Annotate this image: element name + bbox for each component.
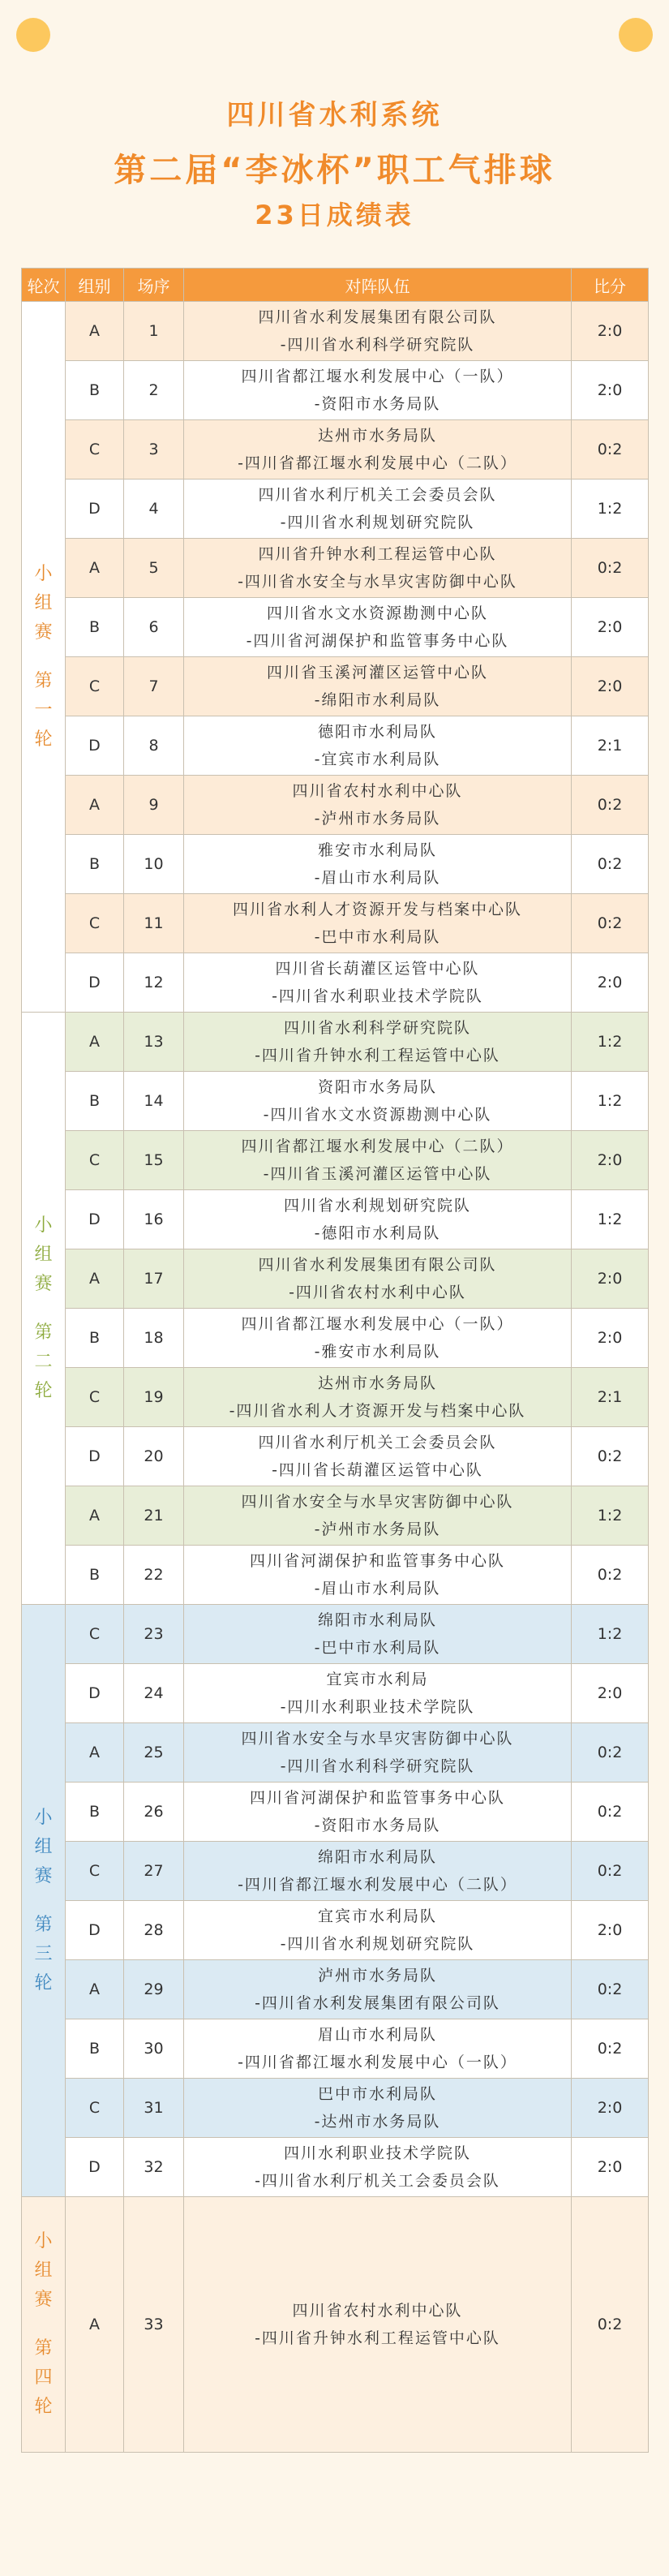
table-row bbox=[22, 598, 649, 657]
round-label-char: 第 bbox=[34, 2338, 53, 2359]
table-row bbox=[22, 1131, 649, 1190]
round-label-char: 赛 bbox=[34, 1865, 53, 1886]
table-row bbox=[22, 1901, 649, 1960]
home-team: 四川省农村水利中心队 bbox=[292, 2302, 463, 2320]
away-team: -四川省水利厅机关工会委员会队 bbox=[255, 2172, 500, 2190]
teams-cell bbox=[184, 1072, 572, 1131]
round-label-char bbox=[22, 2315, 65, 2334]
teams-cell bbox=[184, 1368, 572, 1427]
match-no-cell: 32 bbox=[124, 2138, 184, 2197]
group-cell: B bbox=[66, 1072, 124, 1131]
group-cell: B bbox=[66, 1783, 124, 1842]
table-row bbox=[22, 302, 649, 361]
away-team: -四川省水利科学研究院队 bbox=[280, 336, 475, 354]
home-team: 四川省水利科学研究院队 bbox=[283, 1019, 471, 1037]
match-no-cell: 14 bbox=[124, 1072, 184, 1131]
teams-cell bbox=[184, 1131, 572, 1190]
score-cell: 0:2 bbox=[572, 420, 649, 480]
home-team: 四川省水安全与水旱灾害防御中心队 bbox=[241, 1493, 514, 1511]
match-no-cell: 21 bbox=[124, 1486, 184, 1546]
decorative-circle-left bbox=[16, 18, 50, 52]
match-no-cell: 31 bbox=[124, 2079, 184, 2138]
home-team: 四川省升钟水利工程运管中心队 bbox=[258, 545, 497, 563]
away-team: -四川省水利科学研究院队 bbox=[280, 1757, 475, 1775]
home-team: 四川省水利厅机关工会委员会队 bbox=[258, 1434, 497, 1451]
teams-cell bbox=[184, 598, 572, 657]
table-row bbox=[22, 716, 649, 776]
match-no-cell: 20 bbox=[124, 1427, 184, 1486]
score-cell: 0:2 bbox=[572, 2019, 649, 2079]
home-team: 资阳市水务局队 bbox=[317, 1078, 437, 1096]
score-cell: 2:0 bbox=[572, 1664, 649, 1723]
group-cell: C bbox=[66, 657, 124, 716]
away-team: -四川省水利人才资源开发与档案中心队 bbox=[229, 1402, 526, 1420]
round-label-char: 小 bbox=[34, 1807, 53, 1828]
home-team: 泸州市水务局队 bbox=[317, 1967, 437, 1985]
teams-cell bbox=[184, 1960, 572, 2019]
match-no-cell: 16 bbox=[124, 1190, 184, 1249]
match-no-cell: 17 bbox=[124, 1249, 184, 1309]
page-title-line1: 四川省水利系统 bbox=[226, 99, 443, 131]
round-label-char: 赛 bbox=[34, 2290, 53, 2310]
group-cell: D bbox=[66, 1427, 124, 1486]
round-label bbox=[22, 2197, 66, 2453]
match-no-cell: 7 bbox=[124, 657, 184, 716]
home-team: 宜宾市水利局队 bbox=[317, 1907, 437, 1925]
table-row bbox=[22, 1723, 649, 1783]
group-cell: A bbox=[66, 1486, 124, 1546]
home-team: 四川省河湖保护和监管事务中心队 bbox=[249, 1789, 505, 1807]
away-team: -四川省升钟水利工程运管中心队 bbox=[255, 2329, 500, 2347]
home-team: 四川省河湖保护和监管事务中心队 bbox=[249, 1552, 505, 1570]
away-team: -四川省都江堰水利发展中心（一队） bbox=[238, 2053, 517, 2071]
table-row bbox=[22, 420, 649, 480]
match-no-cell: 6 bbox=[124, 598, 184, 657]
table-row bbox=[22, 835, 649, 894]
score-cell: 2:0 bbox=[572, 1309, 649, 1368]
teams-cell bbox=[184, 420, 572, 480]
score-cell: 1:2 bbox=[572, 1013, 649, 1072]
teams-cell bbox=[184, 2079, 572, 2138]
teams-cell bbox=[184, 361, 572, 420]
table-row bbox=[22, 1842, 649, 1901]
score-cell: 0:2 bbox=[572, 1427, 649, 1486]
page-title-line2: 第二届“李冰杯”职工气排球 bbox=[114, 152, 555, 189]
round-label bbox=[22, 1605, 66, 2197]
score-cell: 2:0 bbox=[572, 1249, 649, 1309]
away-team: -达州市水务局队 bbox=[314, 2113, 441, 2131]
table-body bbox=[22, 302, 649, 2453]
score-cell: 2:0 bbox=[572, 302, 649, 361]
score-cell: 2:0 bbox=[572, 2079, 649, 2138]
score-cell: 0:2 bbox=[572, 894, 649, 953]
table-row bbox=[22, 1960, 649, 2019]
match-no-cell: 8 bbox=[124, 716, 184, 776]
score-cell: 0:2 bbox=[572, 539, 649, 598]
score-cell: 2:0 bbox=[572, 598, 649, 657]
group-cell: A bbox=[66, 1013, 124, 1072]
round-label-char: 组 bbox=[34, 1836, 53, 1857]
home-team: 四川省都江堰水利发展中心（一队） bbox=[241, 368, 514, 385]
teams-cell bbox=[184, 1783, 572, 1842]
match-no-cell: 5 bbox=[124, 539, 184, 598]
round-label-char: 轮 bbox=[34, 1380, 53, 1401]
teams-cell bbox=[184, 2019, 572, 2079]
score-cell: 2:0 bbox=[572, 657, 649, 716]
home-team: 四川省水利规划研究院队 bbox=[283, 1197, 471, 1215]
score-cell: 0:2 bbox=[572, 1960, 649, 2019]
table-row bbox=[22, 2079, 649, 2138]
score-cell: 2:0 bbox=[572, 1131, 649, 1190]
round-label-char: 组 bbox=[34, 2260, 53, 2281]
home-team: 四川省水利厅机关工会委员会队 bbox=[258, 486, 497, 504]
score-cell: 0:2 bbox=[572, 1842, 649, 1901]
home-team: 宜宾市水利局 bbox=[326, 1671, 429, 1688]
teams-cell bbox=[184, 2197, 572, 2453]
score-cell: 0:2 bbox=[572, 776, 649, 835]
score-cell: 1:2 bbox=[572, 480, 649, 539]
away-team: -四川省玉溪河灌区运管中心队 bbox=[263, 1165, 492, 1183]
group-cell: B bbox=[66, 1309, 124, 1368]
home-team: 四川水利职业技术学院队 bbox=[283, 2144, 471, 2162]
teams-cell bbox=[184, 1309, 572, 1368]
match-no-cell: 19 bbox=[124, 1368, 184, 1427]
home-team: 四川省都江堰水利发展中心（一队） bbox=[241, 1315, 514, 1333]
round-label bbox=[22, 1013, 66, 1605]
match-no-cell: 12 bbox=[124, 953, 184, 1013]
match-no-cell: 1 bbox=[124, 302, 184, 361]
table-row bbox=[22, 2197, 649, 2453]
home-team: 德阳市水利局队 bbox=[317, 723, 437, 741]
score-cell: 1:2 bbox=[572, 1605, 649, 1664]
match-no-cell: 25 bbox=[124, 1723, 184, 1783]
away-team: -资阳市水务局队 bbox=[314, 395, 441, 413]
group-cell: D bbox=[66, 1901, 124, 1960]
score-cell: 0:2 bbox=[572, 1546, 649, 1605]
teams-cell bbox=[184, 1190, 572, 1249]
group-cell: D bbox=[66, 953, 124, 1013]
table-row bbox=[22, 1664, 649, 1723]
score-cell: 0:2 bbox=[572, 835, 649, 894]
match-no-cell: 15 bbox=[124, 1131, 184, 1190]
decorative-circle-right bbox=[619, 18, 653, 52]
table-row bbox=[22, 1546, 649, 1605]
away-team: -四川省都江堰水利发展中心（二队） bbox=[238, 454, 517, 472]
round-label-char: 一 bbox=[34, 699, 53, 720]
teams-cell bbox=[184, 1664, 572, 1723]
teams-cell bbox=[184, 1486, 572, 1546]
home-team: 四川省水利发展集团有限公司队 bbox=[258, 1256, 497, 1274]
round-label-char: 组 bbox=[34, 592, 53, 613]
home-team: 四川省都江堰水利发展中心（二队） bbox=[241, 1137, 514, 1155]
away-team: -雅安市水利局队 bbox=[314, 1343, 441, 1361]
home-team: 四川省长葫灌区运管中心队 bbox=[275, 960, 480, 978]
round-label-char: 第 bbox=[34, 1322, 53, 1343]
away-team: -四川省都江堰水利发展中心（二队） bbox=[238, 1876, 517, 1894]
away-team: -四川省河湖保护和监管事务中心队 bbox=[246, 632, 509, 650]
round-label-char: 第 bbox=[34, 1914, 53, 1935]
match-no-cell: 11 bbox=[124, 894, 184, 953]
score-cell: 2:0 bbox=[572, 1901, 649, 1960]
group-cell: D bbox=[66, 480, 124, 539]
home-team: 四川省水安全与水旱灾害防御中心队 bbox=[241, 1730, 514, 1748]
score-cell: 1:2 bbox=[572, 1486, 649, 1546]
home-team: 眉山市水利局队 bbox=[317, 2026, 437, 2044]
round-label-char: 小 bbox=[34, 1215, 53, 1236]
header-teams: 对阵队伍 bbox=[184, 269, 572, 302]
score-cell: 1:2 bbox=[572, 1190, 649, 1249]
table-row bbox=[22, 894, 649, 953]
round-label-char: 四 bbox=[34, 2367, 53, 2388]
match-no-cell: 24 bbox=[124, 1664, 184, 1723]
teams-cell bbox=[184, 1901, 572, 1960]
teams-cell bbox=[184, 302, 572, 361]
score-cell: 2:0 bbox=[572, 953, 649, 1013]
table-row bbox=[22, 1486, 649, 1546]
match-no-cell: 3 bbox=[124, 420, 184, 480]
round-label-char: 第 bbox=[34, 670, 53, 691]
header-round: 轮次 bbox=[22, 269, 66, 302]
table-row bbox=[22, 361, 649, 420]
teams-cell bbox=[184, 1427, 572, 1486]
table-header-row bbox=[22, 269, 649, 302]
teams-cell bbox=[184, 1013, 572, 1072]
score-cell: 1:2 bbox=[572, 1072, 649, 1131]
round-label-char: 组 bbox=[34, 1244, 53, 1265]
home-team: 四川省玉溪河灌区运管中心队 bbox=[266, 664, 488, 682]
round-label-char: 轮 bbox=[34, 1972, 53, 1993]
table-row bbox=[22, 1605, 649, 1664]
teams-cell bbox=[184, 716, 572, 776]
home-team: 巴中市水利局队 bbox=[317, 2085, 437, 2103]
group-cell: C bbox=[66, 1842, 124, 1901]
home-team: 四川省水利人才资源开发与档案中心队 bbox=[232, 901, 522, 918]
score-cell: 2:0 bbox=[572, 2138, 649, 2197]
header-match-no: 场序 bbox=[124, 269, 184, 302]
away-team: -四川省水文水资源勘测中心队 bbox=[263, 1106, 492, 1124]
teams-cell bbox=[184, 894, 572, 953]
table-row bbox=[22, 1427, 649, 1486]
table-row bbox=[22, 1368, 649, 1427]
match-no-cell: 9 bbox=[124, 776, 184, 835]
round-label-char: 小 bbox=[34, 563, 53, 584]
score-cell: 0:2 bbox=[572, 1783, 649, 1842]
table-row bbox=[22, 1783, 649, 1842]
home-team: 达州市水务局队 bbox=[317, 1374, 437, 1392]
away-team: -四川水利职业技术学院队 bbox=[280, 1698, 475, 1716]
match-no-cell: 13 bbox=[124, 1013, 184, 1072]
results-table-container bbox=[21, 268, 648, 2453]
group-cell: B bbox=[66, 361, 124, 420]
round-label-char bbox=[22, 1891, 65, 1911]
away-team: -四川省水利发展集团有限公司队 bbox=[255, 1994, 500, 2012]
table-row bbox=[22, 2019, 649, 2079]
table-row bbox=[22, 539, 649, 598]
away-team: -泸州市水务局队 bbox=[314, 810, 441, 828]
page-title-line3: 23日成绩表 bbox=[255, 200, 414, 230]
home-team: 四川省农村水利中心队 bbox=[292, 782, 463, 800]
table-row bbox=[22, 953, 649, 1013]
table-row bbox=[22, 1190, 649, 1249]
away-team: -眉山市水利局队 bbox=[314, 869, 441, 887]
group-cell: C bbox=[66, 1131, 124, 1190]
match-no-cell: 23 bbox=[124, 1605, 184, 1664]
home-team: 绵阳市水利局队 bbox=[317, 1848, 437, 1866]
score-cell: 2:1 bbox=[572, 1368, 649, 1427]
group-cell: B bbox=[66, 1546, 124, 1605]
teams-cell bbox=[184, 2138, 572, 2197]
teams-cell bbox=[184, 1723, 572, 1783]
group-cell: A bbox=[66, 1723, 124, 1783]
match-no-cell: 28 bbox=[124, 1901, 184, 1960]
group-cell: C bbox=[66, 1368, 124, 1427]
group-cell: B bbox=[66, 835, 124, 894]
round-label-char: 二 bbox=[34, 1351, 53, 1372]
group-cell: A bbox=[66, 1249, 124, 1309]
table-row bbox=[22, 776, 649, 835]
group-cell: A bbox=[66, 539, 124, 598]
group-cell: D bbox=[66, 1664, 124, 1723]
teams-cell bbox=[184, 1605, 572, 1664]
header-group: 组别 bbox=[66, 269, 124, 302]
away-team: -眉山市水利局队 bbox=[314, 1580, 441, 1598]
table-row bbox=[22, 1309, 649, 1368]
away-team: -巴中市水利局队 bbox=[314, 1639, 441, 1657]
round-label-char: 赛 bbox=[34, 1273, 53, 1294]
group-cell: C bbox=[66, 2079, 124, 2138]
table-row bbox=[22, 657, 649, 716]
match-no-cell: 4 bbox=[124, 480, 184, 539]
away-team: -四川省水安全与水旱灾害防御中心队 bbox=[238, 573, 517, 591]
teams-cell bbox=[184, 1546, 572, 1605]
table-row bbox=[22, 2138, 649, 2197]
away-team: -四川省水利职业技术学院队 bbox=[272, 987, 483, 1005]
group-cell: D bbox=[66, 1190, 124, 1249]
away-team: -四川省水利规划研究院队 bbox=[280, 1935, 475, 1953]
group-cell: B bbox=[66, 2019, 124, 2079]
round-label-char: 三 bbox=[34, 1943, 53, 1964]
group-cell: C bbox=[66, 894, 124, 953]
header-score: 比分 bbox=[572, 269, 649, 302]
away-team: -泸州市水务局队 bbox=[314, 1520, 441, 1538]
away-team: -宜宾市水利局队 bbox=[314, 750, 441, 768]
away-team: -四川省升钟水利工程运管中心队 bbox=[255, 1047, 500, 1064]
group-cell: D bbox=[66, 716, 124, 776]
table-row bbox=[22, 1072, 649, 1131]
group-cell: A bbox=[66, 2197, 124, 2453]
group-cell: C bbox=[66, 1605, 124, 1664]
home-team: 雅安市水利局队 bbox=[317, 841, 437, 859]
group-cell: A bbox=[66, 302, 124, 361]
round-label-char: 小 bbox=[34, 2231, 53, 2251]
round-label bbox=[22, 302, 66, 1013]
away-team: -德阳市水利局队 bbox=[314, 1224, 441, 1242]
match-no-cell: 30 bbox=[124, 2019, 184, 2079]
away-team: -四川省长葫灌区运管中心队 bbox=[272, 1461, 483, 1479]
match-no-cell: 22 bbox=[124, 1546, 184, 1605]
group-cell: A bbox=[66, 776, 124, 835]
group-cell: C bbox=[66, 420, 124, 480]
match-no-cell: 29 bbox=[124, 1960, 184, 2019]
match-no-cell: 18 bbox=[124, 1309, 184, 1368]
teams-cell bbox=[184, 776, 572, 835]
away-team: -四川省农村水利中心队 bbox=[289, 1284, 466, 1301]
round-label-char: 轮 bbox=[34, 729, 53, 750]
teams-cell bbox=[184, 539, 572, 598]
score-cell: 0:2 bbox=[572, 2197, 649, 2453]
teams-cell bbox=[184, 480, 572, 539]
teams-cell bbox=[184, 657, 572, 716]
teams-cell bbox=[184, 953, 572, 1013]
group-cell: A bbox=[66, 1960, 124, 2019]
away-team: -绵阳市水利局队 bbox=[314, 691, 441, 709]
home-team: 达州市水务局队 bbox=[317, 427, 437, 445]
teams-cell bbox=[184, 1842, 572, 1901]
home-team: 四川省水文水资源勘测中心队 bbox=[266, 604, 488, 622]
score-cell: 2:0 bbox=[572, 361, 649, 420]
home-team: 绵阳市水利局队 bbox=[317, 1611, 437, 1629]
round-label-char: 赛 bbox=[34, 621, 53, 643]
match-no-cell: 10 bbox=[124, 835, 184, 894]
teams-cell bbox=[184, 835, 572, 894]
match-no-cell: 27 bbox=[124, 1842, 184, 1901]
match-no-cell: 26 bbox=[124, 1783, 184, 1842]
group-cell: D bbox=[66, 2138, 124, 2197]
round-label-char: 轮 bbox=[34, 2397, 53, 2417]
table-row bbox=[22, 1013, 649, 1072]
away-team: -资阳市水务局队 bbox=[314, 1817, 441, 1834]
away-team: -四川省水利规划研究院队 bbox=[280, 514, 475, 531]
table-row bbox=[22, 480, 649, 539]
away-team: -巴中市水利局队 bbox=[314, 928, 441, 946]
score-cell: 0:2 bbox=[572, 1723, 649, 1783]
results-table bbox=[21, 268, 649, 2453]
round-label-char bbox=[22, 1299, 65, 1318]
score-cell: 2:1 bbox=[572, 716, 649, 776]
round-label-char bbox=[22, 647, 65, 667]
match-no-cell: 2 bbox=[124, 361, 184, 420]
table-row bbox=[22, 1249, 649, 1309]
home-team: 四川省水利发展集团有限公司队 bbox=[258, 308, 497, 326]
match-no-cell: 33 bbox=[124, 2197, 184, 2453]
group-cell: B bbox=[66, 598, 124, 657]
teams-cell bbox=[184, 1249, 572, 1309]
